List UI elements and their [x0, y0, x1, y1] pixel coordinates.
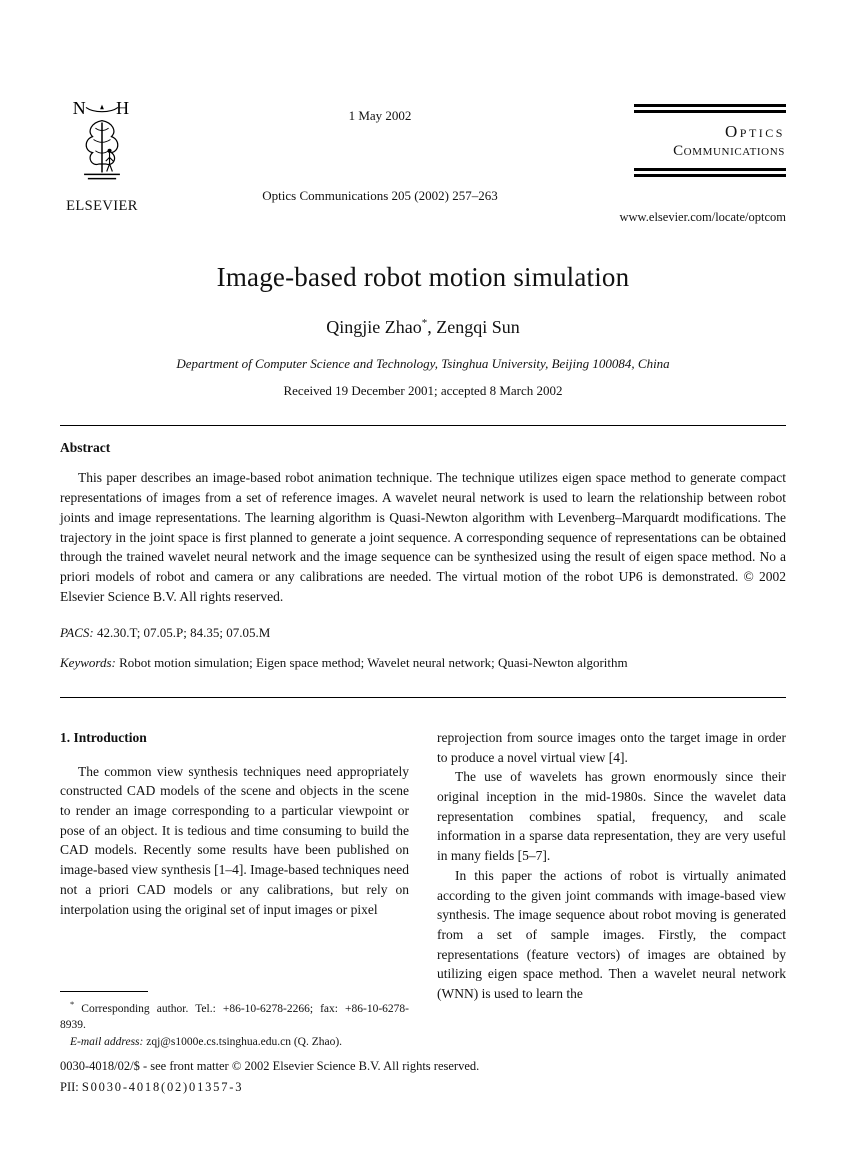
received-dates: Received 19 December 2001; accepted 8 March 2002	[283, 383, 563, 398]
authors-line	[60, 317, 786, 338]
email-value: zqj@s1000e.cs.tsinghua.edu.cn (Q. Zhao).	[143, 1035, 343, 1048]
footnote-marker: *	[70, 999, 75, 1010]
divider-below-keywords	[60, 697, 786, 698]
author-2: , Zengqi Sun	[427, 317, 520, 337]
journal-name-line1: Optics	[725, 122, 785, 141]
corresponding-author-marker: *	[421, 317, 428, 329]
body-paragraph-wavelets: The use of wavelets has grown enormously since their original inception in the mid-1980s. Since the wavelet data representation combines spatial, frequency, and scale information in a sparse data representation, they are very useful in many fields [5–7].	[437, 769, 786, 864]
keywords-line	[60, 655, 786, 671]
pii-line	[60, 1077, 786, 1098]
masthead-rule-top	[634, 104, 786, 113]
masthead-rule-bottom	[634, 168, 786, 177]
pacs-line	[60, 625, 786, 641]
body-columns	[60, 728, 786, 1050]
abstract-text: This paper describes an image-based robot animation technique. The technique utilizes eigen space method to generate compact representations of images from a set of reference images. A wavelet neural network is used to learn the relationship between robot joints and image representations. The learning algorithm is Quasi-Newton algorithm with Levenberg–Marquardt modifications. The trajectory in the joint space is first planned to generate a joint sequence. A corresponding sequence of representations can be obtained through the trained wavelet neural network and the image sequence can be synthesized using the result of eigen space method. No a priori models of robot and camera or any calibrations are needed. The virtual motion of the robot UP6 is demonstrated. © 2002 Elsevier Science B.V. All rights reserved.	[60, 470, 786, 605]
publisher-name: ELSEVIER	[66, 198, 138, 214]
pacs-value: 42.30.T; 07.05.P; 84.35; 07.05.M	[93, 624, 271, 640]
logo-letter-n: N	[72, 98, 86, 119]
keywords-value: Robot motion simulation; Eigen space method; Wavelet neural network; Quasi-Newton algorithm	[115, 654, 628, 670]
body-paragraph-continuation: reprojection from source images onto the target image in order to produce a novel virtual view [4].	[437, 729, 786, 765]
article-content	[60, 262, 786, 1050]
logo-letter-h: H	[116, 98, 130, 119]
journal-name	[634, 113, 786, 168]
page-footer	[60, 1056, 786, 1097]
author-1: Qingjie Zhao	[326, 317, 422, 337]
corresponding-author-footnote	[60, 991, 409, 1050]
divider-above-abstract	[60, 425, 786, 426]
email-label: E-mail address:	[70, 1035, 144, 1048]
copyright-line: 0030-4018/02/$ - see front matter © 2002 Elsevier Science B.V. All rights reserved.	[60, 1059, 480, 1073]
intro-paragraph-1: The common view synthesis techniques need appropriately constructed CAD models of the scene and objects in the scene to render an image corresponding to a particular viewpoint or pose of an object. It is tedious and time consuming to build the CAD models. Recently some results have been published on image-based view synthesis [1–4]. Image-based techniques need not a priori CAD models or any calibrations, but rely on interpolation using the original set of input images or pixel	[60, 763, 410, 917]
column-left	[60, 728, 409, 1050]
abstract-heading: Abstract	[60, 440, 111, 455]
footnote-contact	[60, 998, 409, 1033]
journal-name-line2: Communications	[673, 142, 785, 159]
footnote-rule	[60, 991, 148, 992]
pii-value: S0030-4018(02)01357-3	[81, 1079, 244, 1094]
pii-label: PII:	[60, 1079, 82, 1094]
issue-date: 1 May 2002	[348, 108, 412, 123]
intro-heading: 1. Introduction	[60, 729, 147, 745]
article-title: Image-based robot motion simulation	[216, 262, 630, 292]
journal-header	[60, 98, 786, 248]
journal-masthead	[634, 104, 786, 177]
journal-citation: Optics Communications 205 (2002) 257–263	[262, 188, 498, 203]
keywords-label: Keywords:	[60, 654, 116, 670]
author-affiliation: Department of Computer Science and Technology, Tsinghua University, Beijing 100084, China	[176, 356, 670, 371]
pacs-label: PACS:	[60, 624, 94, 640]
column-right	[437, 728, 786, 1050]
footnote-contact-text: Corresponding author. Tel.: +86-10-6278-2266; fax: +86-10-6278-8939.	[60, 1002, 409, 1032]
footnote-email	[60, 1034, 409, 1050]
body-paragraph-overview: In this paper the actions of robot is virtually animated according to the given joint commands with image-based view synthesis. The image sequence about robot moving is generated from a set of sample images. Firstly, the compact representations (feature vectors) of images are obtained by utilizing eigen space method. Then a wavelet neural network (WNN) is used to learn the	[437, 867, 786, 1002]
journal-url: www.elsevier.com/locate/optcom	[619, 210, 786, 224]
